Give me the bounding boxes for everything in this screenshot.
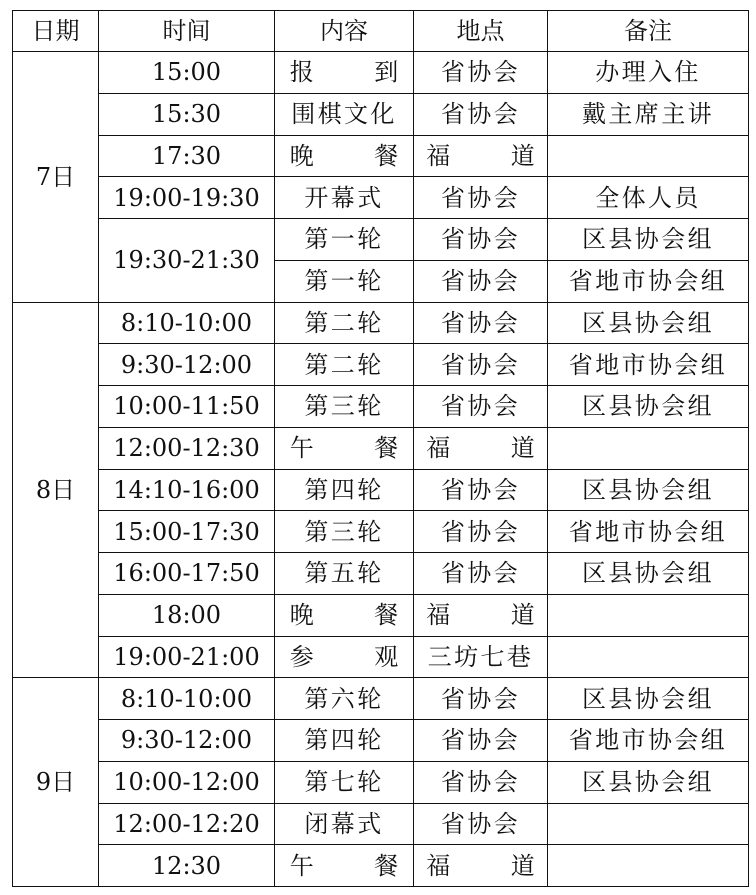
table-row [13, 678, 749, 720]
time-cell: 10:00-11:50 [99, 386, 275, 428]
note-cell [548, 594, 749, 636]
place-text: 省协会 [440, 225, 521, 254]
header-time: 时间 [99, 11, 275, 52]
note-cell [548, 386, 749, 428]
note-cell [548, 52, 749, 94]
content-cell [275, 803, 414, 845]
table-row [13, 636, 749, 678]
note-text: 区县协会组 [582, 768, 714, 797]
time-cell: 14:10-16:00 [99, 469, 275, 511]
note-text: 区县协会组 [582, 475, 714, 504]
place-text: 省协会 [440, 517, 521, 546]
content-cell [275, 219, 414, 261]
place-cell [414, 219, 548, 261]
content-cell [275, 344, 414, 386]
place-text: 三坊七巷 [427, 642, 534, 671]
note-text: 省地市协会组 [568, 517, 728, 546]
place-text: 省协会 [440, 768, 521, 797]
note-cell [548, 678, 749, 720]
content-text: 开幕式 [304, 183, 384, 212]
note-cell [548, 636, 749, 678]
time-cell: 19:00-21:00 [99, 636, 275, 678]
place-cell [414, 52, 548, 94]
content-cell [275, 427, 425, 469]
place-text: 福 道 [426, 851, 562, 880]
content-cell [275, 177, 414, 219]
note-text: 区县协会组 [582, 225, 714, 254]
content-cell [275, 678, 414, 720]
table-row [13, 177, 749, 219]
note-text: 省地市协会组 [568, 726, 728, 755]
time-cell: 12:30 [99, 845, 275, 887]
place-text: 福 道 [426, 434, 562, 463]
content-cell [275, 260, 414, 302]
note-cell [548, 720, 749, 762]
place-cell [414, 678, 548, 720]
place-text: 福 道 [426, 601, 562, 630]
header-content: 内容 [275, 11, 414, 52]
place-text: 省协会 [440, 183, 521, 212]
time-cell: 15:30 [99, 93, 275, 135]
place-cell [414, 93, 548, 135]
content-cell [275, 553, 414, 595]
content-text: 第三轮 [304, 392, 384, 421]
place-text: 省协会 [440, 58, 521, 87]
place-text: 省协会 [440, 392, 521, 421]
note-cell [548, 177, 749, 219]
header-place: 地点 [414, 11, 548, 52]
day-cell: 7日 [13, 52, 99, 303]
place-cell [414, 177, 548, 219]
note-cell [548, 302, 749, 344]
time-cell: 15:00-17:30 [99, 511, 275, 553]
table-row [13, 302, 749, 344]
content-cell [275, 636, 425, 678]
content-cell [275, 761, 414, 803]
content-cell [275, 594, 425, 636]
content-text: 闭幕式 [304, 809, 384, 838]
place-text: 省协会 [440, 726, 521, 755]
day-cell: 8日 [13, 302, 99, 678]
content-text: 围棋文化 [291, 100, 397, 129]
table-row [13, 219, 749, 261]
note-text: 区县协会组 [582, 559, 714, 588]
table-row [13, 845, 749, 887]
content-text: 参 观 [289, 642, 425, 671]
time-cell: 16:00-17:50 [99, 553, 275, 595]
time-cell: 8:10-10:00 [99, 678, 275, 720]
table-row [13, 427, 749, 469]
place-text: 省协会 [440, 559, 521, 588]
time-cell: 18:00 [99, 594, 275, 636]
table-row [13, 761, 749, 803]
table-row [13, 469, 749, 511]
table-row [13, 93, 749, 135]
note-cell [548, 135, 749, 177]
time-cell: 9:30-12:00 [99, 720, 275, 762]
note-cell [548, 427, 749, 469]
note-cell [548, 803, 749, 845]
place-text: 省协会 [440, 809, 521, 838]
table-row [13, 135, 749, 177]
place-cell [414, 260, 548, 302]
header-date: 日期 [13, 11, 99, 52]
table-row [13, 344, 749, 386]
place-text: 省协会 [440, 100, 521, 129]
time-cell: 12:00-12:20 [99, 803, 275, 845]
content-cell [275, 386, 414, 428]
place-cell [414, 386, 548, 428]
content-cell [275, 135, 425, 177]
content-cell [275, 511, 414, 553]
header-note: 备注 [548, 11, 749, 52]
table-row [13, 553, 749, 595]
note-text: 办理入住 [595, 58, 701, 87]
time-cell: 12:00-12:30 [99, 427, 275, 469]
table-row [13, 52, 749, 94]
content-text: 第一轮 [304, 225, 384, 254]
time-cell: 10:00-12:00 [99, 761, 275, 803]
content-cell [275, 469, 414, 511]
place-cell [414, 553, 548, 595]
note-cell [548, 511, 749, 553]
place-cell [414, 636, 548, 678]
note-text: 区县协会组 [582, 684, 714, 713]
time-cell: 9:30-12:00 [99, 344, 275, 386]
place-text: 福 道 [426, 141, 562, 170]
content-text: 第三轮 [304, 517, 384, 546]
table-row [13, 511, 749, 553]
content-cell [275, 302, 414, 344]
place-cell [414, 135, 562, 177]
content-text: 第四轮 [304, 475, 384, 504]
schedule-body [13, 52, 749, 887]
table-row [13, 720, 749, 762]
place-text: 省协会 [440, 684, 521, 713]
content-text: 第五轮 [304, 559, 384, 588]
content-cell [275, 93, 414, 135]
note-text: 区县协会组 [582, 308, 714, 337]
place-cell [414, 845, 562, 887]
place-cell [414, 427, 562, 469]
content-text: 午 餐 [289, 851, 425, 880]
note-text: 省地市协会组 [568, 267, 728, 296]
table-row [13, 386, 749, 428]
note-cell [548, 93, 749, 135]
note-cell [548, 761, 749, 803]
content-text: 晚 餐 [289, 141, 425, 170]
note-cell [548, 344, 749, 386]
note-text: 省地市协会组 [568, 350, 728, 379]
content-cell [275, 52, 425, 94]
place-text: 省协会 [440, 350, 521, 379]
day-cell: 9日 [13, 678, 99, 887]
place-cell [414, 594, 562, 636]
content-cell [275, 720, 414, 762]
content-cell [275, 845, 425, 887]
time-cell: 8:10-10:00 [99, 302, 275, 344]
content-text: 第二轮 [304, 350, 384, 379]
content-text: 第六轮 [304, 684, 384, 713]
header-row [13, 11, 749, 52]
content-text: 第七轮 [304, 768, 384, 797]
note-cell [548, 469, 749, 511]
note-cell [548, 845, 749, 887]
note-text: 戴主席主讲 [582, 100, 714, 129]
place-cell [414, 344, 548, 386]
content-text: 午 餐 [289, 434, 425, 463]
time-cell: 15:00 [99, 52, 275, 94]
note-cell [548, 260, 749, 302]
time-cell: 19:30-21:30 [99, 219, 275, 303]
place-text: 省协会 [440, 308, 521, 337]
content-text: 第四轮 [304, 726, 384, 755]
place-cell [414, 720, 548, 762]
note-text: 全体人员 [595, 183, 701, 212]
place-cell [414, 511, 548, 553]
place-cell [414, 761, 548, 803]
time-cell: 17:30 [99, 135, 275, 177]
place-cell [414, 302, 548, 344]
content-text: 第一轮 [304, 267, 384, 296]
note-text: 区县协会组 [582, 392, 714, 421]
content-text: 报 到 [289, 58, 425, 87]
note-cell [548, 553, 749, 595]
place-cell [414, 469, 548, 511]
schedule-table [12, 10, 749, 887]
note-cell [548, 219, 749, 261]
table-row [13, 803, 749, 845]
content-text: 第二轮 [304, 308, 384, 337]
place-text: 省协会 [440, 475, 521, 504]
table-row [13, 594, 749, 636]
place-text: 省协会 [440, 267, 521, 296]
content-text: 晚 餐 [289, 601, 425, 630]
time-cell: 19:00-19:30 [99, 177, 275, 219]
place-cell [414, 803, 548, 845]
